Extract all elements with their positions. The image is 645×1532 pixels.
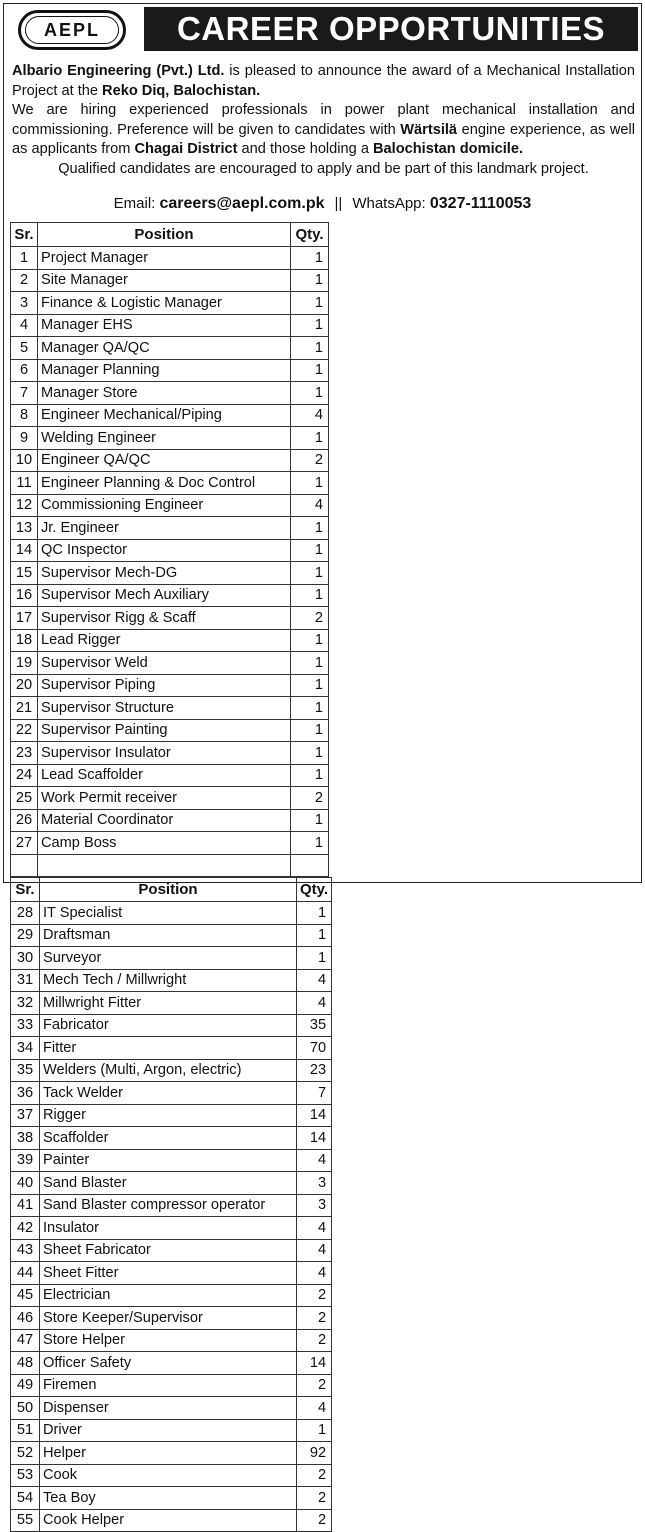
aepl-logo	[18, 10, 126, 50]
intro-paragraph-1	[12, 62, 635, 101]
sr-cell: 26	[11, 809, 38, 832]
sr-cell: 29	[11, 924, 40, 947]
sr-cell: 31	[11, 969, 40, 992]
table-row	[11, 719, 329, 742]
position-cell: Cook Helper	[40, 1509, 297, 1532]
qty-cell: 2	[297, 1509, 332, 1532]
sr-cell: 16	[11, 584, 38, 607]
sr-cell: 49	[11, 1374, 40, 1397]
sr-cell: 53	[11, 1464, 40, 1487]
sr-cell: 32	[11, 992, 40, 1015]
position-cell	[38, 854, 291, 877]
table-row	[11, 247, 329, 270]
position-cell: Jr. Engineer	[38, 517, 291, 540]
header	[4, 4, 641, 56]
qty-cell: 1	[291, 697, 329, 720]
position-cell: IT Specialist	[40, 902, 297, 925]
intro-text	[12, 62, 635, 179]
sr-cell: 21	[11, 697, 38, 720]
sr-cell: 10	[11, 449, 38, 472]
position-cell: Firemen	[40, 1374, 297, 1397]
sr-cell: 41	[11, 1194, 40, 1217]
table-row	[11, 1419, 332, 1442]
sr-cell: 45	[11, 1284, 40, 1307]
table-row	[11, 902, 332, 925]
wartsila-text: Wärtsilä	[400, 121, 458, 138]
qty-cell: 4	[291, 404, 329, 427]
table-row	[11, 1217, 332, 1240]
qty-cell: 1	[291, 517, 329, 540]
table-row	[11, 562, 329, 585]
position-cell: Manager Store	[38, 382, 291, 405]
table-row	[11, 1172, 332, 1195]
table-row	[11, 1104, 332, 1127]
intro-paragraph-3: Qualified candidates are encouraged to apply and be part of this landmark project.	[58, 160, 589, 177]
position-header: Position	[38, 223, 291, 247]
sr-cell: 34	[11, 1037, 40, 1060]
qty-cell: 1	[297, 947, 332, 970]
position-cell: Fitter	[40, 1037, 297, 1060]
table-row	[11, 1442, 332, 1465]
qty-header: Qty.	[291, 223, 329, 247]
table-row	[11, 969, 332, 992]
table-row	[11, 629, 329, 652]
sr-cell: 43	[11, 1239, 40, 1262]
sr-cell: 4	[11, 314, 38, 337]
table-row	[11, 292, 329, 315]
qty-cell: 92	[297, 1442, 332, 1465]
position-cell: Supervisor Mech Auxiliary	[38, 584, 291, 607]
sr-cell	[11, 854, 38, 877]
position-cell: Sand Blaster	[40, 1172, 297, 1195]
position-cell: Driver	[40, 1419, 297, 1442]
sr-cell: 54	[11, 1487, 40, 1510]
intro-p2-text-a: We are hiring experienced professionals in power plant mechanical installation and commissioning. Preference will be given to candidates with	[12, 102, 635, 138]
table-row	[11, 1149, 332, 1172]
sr-cell: 37	[11, 1104, 40, 1127]
sr-cell: 7	[11, 382, 38, 405]
table-row	[11, 269, 329, 292]
qty-cell: 2	[297, 1464, 332, 1487]
position-cell: Supervisor Structure	[38, 697, 291, 720]
sr-cell: 38	[11, 1127, 40, 1150]
qty-cell: 1	[291, 742, 329, 765]
sr-cell: 22	[11, 719, 38, 742]
table-header-row	[11, 878, 332, 902]
qty-cell: 1	[291, 427, 329, 450]
sr-cell: 14	[11, 539, 38, 562]
table-row	[11, 382, 329, 405]
qty-cell: 1	[291, 652, 329, 675]
qty-cell: 1	[291, 764, 329, 787]
qty-cell: 2	[297, 1487, 332, 1510]
table-row	[11, 947, 332, 970]
qty-cell: 1	[291, 832, 329, 855]
position-cell: Manager EHS	[38, 314, 291, 337]
sr-cell: 50	[11, 1397, 40, 1420]
page-title: CAREER OPPORTUNITIES	[144, 7, 638, 51]
position-cell: Lead Scaffolder	[38, 764, 291, 787]
sr-header: Sr.	[11, 878, 40, 902]
qty-cell: 1	[291, 584, 329, 607]
qty-cell: 35	[297, 1014, 332, 1037]
contact-separator: ||	[334, 195, 343, 212]
table-row	[11, 832, 329, 855]
sr-cell: 8	[11, 404, 38, 427]
qty-cell: 1	[291, 629, 329, 652]
qty-cell: 4	[297, 1239, 332, 1262]
company-name: Albario Engineering (Pvt.) Ltd.	[12, 63, 225, 79]
qty-cell: 2	[297, 1284, 332, 1307]
qty-cell: 4	[297, 1149, 332, 1172]
qty-cell: 14	[297, 1352, 332, 1375]
table-row	[11, 809, 329, 832]
position-cell: Project Manager	[38, 247, 291, 270]
qty-cell: 1	[291, 269, 329, 292]
table-row	[11, 674, 329, 697]
table-row	[11, 1329, 332, 1352]
qty-cell: 1	[291, 247, 329, 270]
position-cell: Scaffolder	[40, 1127, 297, 1150]
qty-cell: 1	[291, 809, 329, 832]
sr-cell: 42	[11, 1217, 40, 1240]
table-row	[11, 404, 329, 427]
intro-p2-text-b: engine experience, as well as applicants from	[12, 121, 635, 157]
table-row	[11, 1059, 332, 1082]
qty-cell: 4	[291, 494, 329, 517]
qty-cell: 1	[291, 359, 329, 382]
positions-table-left	[10, 222, 329, 877]
sr-cell: 36	[11, 1082, 40, 1105]
table-row	[11, 787, 329, 810]
sr-cell: 51	[11, 1419, 40, 1442]
logo-text: AEPL	[25, 16, 119, 44]
sr-cell: 27	[11, 832, 38, 855]
position-cell: Tack Welder	[40, 1082, 297, 1105]
sr-cell: 55	[11, 1509, 40, 1532]
positions-tables	[10, 222, 637, 1532]
domicile-text: Balochistan domicile.	[373, 141, 524, 157]
qty-cell: 1	[297, 902, 332, 925]
sr-cell: 20	[11, 674, 38, 697]
sr-cell: 2	[11, 269, 38, 292]
table-row	[11, 1239, 332, 1262]
qty-cell: 4	[297, 1397, 332, 1420]
sr-cell: 23	[11, 742, 38, 765]
qty-cell: 3	[297, 1194, 332, 1217]
position-cell: Work Permit receiver	[38, 787, 291, 810]
position-cell: Camp Boss	[38, 832, 291, 855]
position-cell: Welding Engineer	[38, 427, 291, 450]
table-row	[11, 1127, 332, 1150]
whatsapp-number[interactable]: 0327-1110053	[429, 195, 532, 212]
qty-cell: 70	[297, 1037, 332, 1060]
qty-cell: 1	[297, 1419, 332, 1442]
sr-cell: 17	[11, 607, 38, 630]
sr-cell: 28	[11, 902, 40, 925]
sr-cell: 6	[11, 359, 38, 382]
sr-cell: 11	[11, 472, 38, 495]
position-cell: Dispenser	[40, 1397, 297, 1420]
position-cell: Lead Rigger	[38, 629, 291, 652]
sr-cell: 46	[11, 1307, 40, 1330]
position-cell: Sand Blaster compressor operator	[40, 1194, 297, 1217]
position-cell: Finance & Logistic Manager	[38, 292, 291, 315]
position-cell: QC Inspector	[38, 539, 291, 562]
table-row	[11, 992, 332, 1015]
position-cell: Supervisor Piping	[38, 674, 291, 697]
qty-cell: 23	[297, 1059, 332, 1082]
qty-cell: 3	[297, 1172, 332, 1195]
positions-table-right	[10, 877, 332, 1532]
sr-cell: 12	[11, 494, 38, 517]
qty-cell: 1	[291, 562, 329, 585]
position-cell: Officer Safety	[40, 1352, 297, 1375]
position-cell: Store Keeper/Supervisor	[40, 1307, 297, 1330]
qty-cell: 1	[291, 382, 329, 405]
contact-line	[4, 195, 641, 213]
sr-header: Sr.	[11, 223, 38, 247]
table-row	[11, 854, 329, 877]
whatsapp-label: WhatsApp:	[352, 195, 430, 212]
sr-cell: 25	[11, 787, 38, 810]
table-row	[11, 359, 329, 382]
qty-cell: 2	[297, 1374, 332, 1397]
qty-cell: 4	[297, 969, 332, 992]
qty-cell: 1	[291, 719, 329, 742]
table-row	[11, 517, 329, 540]
sr-cell: 5	[11, 337, 38, 360]
position-cell: Millwright Fitter	[40, 992, 297, 1015]
qty-cell: 2	[297, 1329, 332, 1352]
position-cell: Fabricator	[40, 1014, 297, 1037]
position-cell: Helper	[40, 1442, 297, 1465]
sr-cell: 3	[11, 292, 38, 315]
position-cell: Supervisor Weld	[38, 652, 291, 675]
table-row	[11, 1262, 332, 1285]
position-cell: Site Manager	[38, 269, 291, 292]
position-cell: Welders (Multi, Argon, electric)	[40, 1059, 297, 1082]
position-cell: Commissioning Engineer	[38, 494, 291, 517]
qty-cell: 7	[297, 1082, 332, 1105]
table-row	[11, 494, 329, 517]
qty-cell	[291, 854, 329, 877]
table-row	[11, 1374, 332, 1397]
position-cell: Surveyor	[40, 947, 297, 970]
table-row	[11, 1352, 332, 1375]
qty-cell: 1	[291, 472, 329, 495]
table-row	[11, 1037, 332, 1060]
sr-cell: 40	[11, 1172, 40, 1195]
table-row	[11, 472, 329, 495]
position-cell: Manager Planning	[38, 359, 291, 382]
position-cell: Painter	[40, 1149, 297, 1172]
position-cell: Material Coordinator	[38, 809, 291, 832]
sr-cell: 30	[11, 947, 40, 970]
qty-cell: 4	[297, 1262, 332, 1285]
qty-cell: 4	[297, 992, 332, 1015]
position-cell: Electrician	[40, 1284, 297, 1307]
sr-cell: 39	[11, 1149, 40, 1172]
email-link[interactable]: careers@aepl.com.pk	[159, 195, 325, 212]
table-row	[11, 1397, 332, 1420]
project-location: Reko Diq, Balochistan.	[102, 82, 261, 99]
qty-cell: 1	[291, 337, 329, 360]
table-row	[11, 607, 329, 630]
table-row	[11, 1284, 332, 1307]
table-row	[11, 1082, 332, 1105]
table-row	[11, 1014, 332, 1037]
qty-cell: 1	[291, 314, 329, 337]
intro-p2-text-c: and those holding a	[237, 141, 373, 157]
position-cell: Manager QA/QC	[38, 337, 291, 360]
position-cell: Supervisor Mech-DG	[38, 562, 291, 585]
sr-cell: 13	[11, 517, 38, 540]
position-cell: Draftsman	[40, 924, 297, 947]
qty-cell: 4	[297, 1217, 332, 1240]
qty-cell: 2	[297, 1307, 332, 1330]
position-cell: Supervisor Rigg & Scaff	[38, 607, 291, 630]
qty-cell: 2	[291, 787, 329, 810]
position-cell: Engineer Mechanical/Piping	[38, 404, 291, 427]
sr-cell: 19	[11, 652, 38, 675]
table-row	[11, 427, 329, 450]
table-row	[11, 1487, 332, 1510]
qty-cell: 1	[291, 292, 329, 315]
sr-cell: 47	[11, 1329, 40, 1352]
table-row	[11, 1194, 332, 1217]
position-cell: Engineer QA/QC	[38, 449, 291, 472]
position-cell: Supervisor Painting	[38, 719, 291, 742]
position-cell: Tea Boy	[40, 1487, 297, 1510]
intro-paragraph-2	[12, 101, 635, 160]
sr-cell: 1	[11, 247, 38, 270]
position-cell: Sheet Fabricator	[40, 1239, 297, 1262]
position-cell: Sheet Fitter	[40, 1262, 297, 1285]
table-row	[11, 337, 329, 360]
intro-p1-text: is pleased to announce the award of a Mechanical Installation Project at the	[12, 63, 635, 99]
qty-cell: 1	[297, 924, 332, 947]
table-row	[11, 1307, 332, 1330]
sr-cell: 9	[11, 427, 38, 450]
position-cell: Rigger	[40, 1104, 297, 1127]
qty-cell: 14	[297, 1104, 332, 1127]
table-row	[11, 652, 329, 675]
career-ad-page	[3, 3, 642, 1529]
table-header-row	[11, 223, 329, 247]
position-cell: Store Helper	[40, 1329, 297, 1352]
sr-cell: 33	[11, 1014, 40, 1037]
table-row	[11, 742, 329, 765]
sr-cell: 35	[11, 1059, 40, 1082]
email-label: Email:	[113, 195, 160, 212]
qty-cell: 1	[291, 539, 329, 562]
position-cell: Engineer Planning & Doc Control	[38, 472, 291, 495]
position-header: Position	[40, 878, 297, 902]
qty-cell: 1	[291, 674, 329, 697]
sr-cell: 24	[11, 764, 38, 787]
qty-cell: 14	[297, 1127, 332, 1150]
table-row	[11, 539, 329, 562]
sr-cell: 48	[11, 1352, 40, 1375]
table-row	[11, 1464, 332, 1487]
qty-cell: 2	[291, 449, 329, 472]
table-row	[11, 1509, 332, 1532]
district-text: Chagai District	[134, 141, 238, 157]
sr-cell: 15	[11, 562, 38, 585]
qty-cell: 2	[291, 607, 329, 630]
position-cell: Insulator	[40, 1217, 297, 1240]
qty-header: Qty.	[297, 878, 332, 902]
table-row	[11, 449, 329, 472]
sr-cell: 52	[11, 1442, 40, 1465]
position-cell: Supervisor Insulator	[38, 742, 291, 765]
table-row	[11, 697, 329, 720]
position-cell: Mech Tech / Millwright	[40, 969, 297, 992]
table-row	[11, 764, 329, 787]
position-cell: Cook	[40, 1464, 297, 1487]
sr-cell: 18	[11, 629, 38, 652]
sr-cell: 44	[11, 1262, 40, 1285]
table-row	[11, 314, 329, 337]
table-row	[11, 924, 332, 947]
table-row	[11, 584, 329, 607]
